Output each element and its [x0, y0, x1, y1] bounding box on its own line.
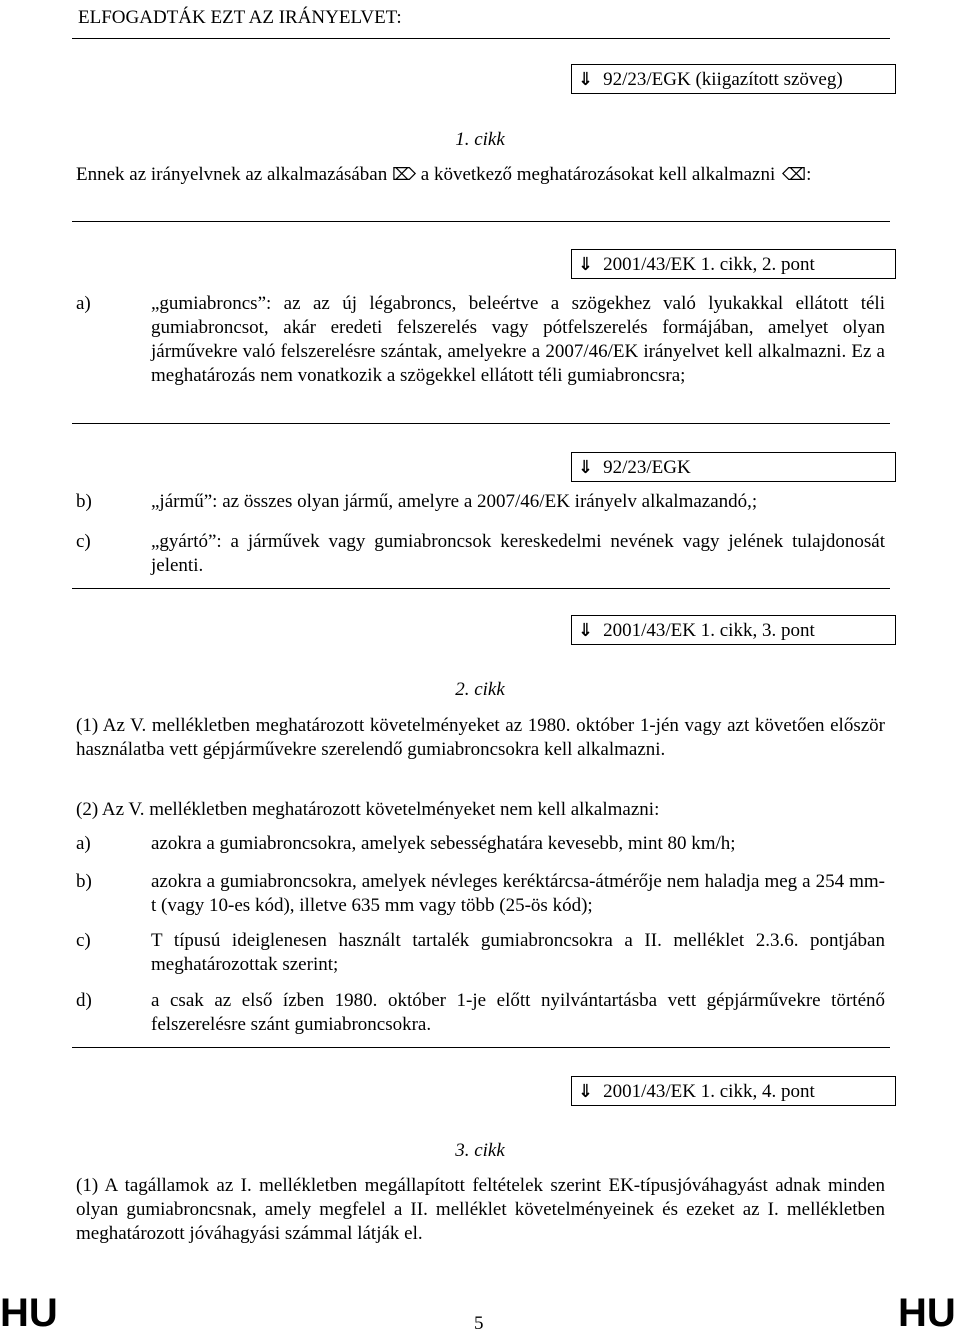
source-reference-box: [571, 452, 896, 482]
down-arrow-icon: ⇓: [578, 1081, 594, 1102]
list-item-label: b): [76, 491, 92, 512]
header-rule: [72, 38, 890, 39]
source-reference-box: [571, 615, 896, 645]
article-intro: [76, 163, 884, 187]
list-item-text: „jármű”: az összes olyan jármű, amelyre a 2007/46/EK irányelv alkalmazandó,;: [151, 491, 758, 512]
article-heading: 3. cikk: [455, 1140, 505, 1161]
footer-language-code-right: HU: [898, 1291, 956, 1335]
article-intro-text: a következő meghatározásokat kell alkalmazni: [420, 164, 776, 185]
list-item-label: c): [76, 531, 91, 552]
down-arrow-icon: ⇓: [578, 69, 594, 90]
list-item-text: azokra a gumiabroncsokra, amelyek sebességhatára kevesebb, mint 80 km/h;: [151, 833, 736, 854]
section-rule: [72, 588, 890, 589]
article-heading: 1. cikk: [455, 129, 505, 150]
paragraph: (2) Az V. mellékletben meghatározott követelményeket nem kell alkalmazni:: [76, 799, 660, 820]
article-heading: 2. cikk: [455, 679, 505, 700]
source-reference-text: 2001/43/EK 1. cikk, 3. pont: [603, 620, 815, 641]
list-item-text: „gyártó”: a járművek vagy gumiabroncsok kereskedelmi nevének vagy jelének tulajdonosát jelenti.: [151, 531, 885, 576]
list-item-label: a): [76, 833, 91, 854]
insert-end-marker-icon: ⌫: [782, 165, 807, 185]
paragraph: (1) A tagállamok az I. mellékletben megállapított feltételek szerint EK-típusjóváhagyást adnak minden olyan gumiabroncsnak, amely megfelel a II. melléklet követelményeinek és ezeket az I. mellékletben meghatározott jóváhagyási számmal látják el.: [76, 1175, 885, 1244]
source-reference-text: 2001/43/EK 1. cikk, 2. pont: [603, 254, 815, 275]
source-reference-box: [571, 64, 896, 94]
list-item-text: „gumiabroncs”: az az új légabroncs, beleértve a szögekhez való lyukakkal ellátott téli gumiabroncsot, akár eredeti felszerelés vagy pótfelszerelés formájában, amelyet olyan járművekre való felszerelésre szántak, amelyekre a 2007/46/EK irányelvet kell alkalmazni. Ez a meghatározás nem vonatkozik a szögekkel ellátott téli gumiabroncsra;: [151, 293, 885, 386]
page-header-title: ELFOGADTÁK EZT AZ IRÁNYELVET:: [78, 7, 402, 28]
section-rule: [72, 221, 890, 222]
paragraph: (1) Az V. mellékletben meghatározott követelményeket az 1980. október 1-jén vagy azt követően először használatba vett gépjárművekre szerelendő gumiabroncsokra kell alkalmazni.: [76, 715, 885, 760]
list-item-label: b): [76, 871, 92, 892]
list-item-text: T típusú ideiglenesen használt tartalék gumiabroncsokra a II. melléklet 2.3.6. pontjában meghatározottak szerint;: [151, 930, 885, 975]
source-reference-box: [571, 249, 896, 279]
list-item-text: a csak az első ízben 1980. október 1-je előtt nyilvántartásba vett gépjárművekre történő felszerelésre szánt gumiabroncsokra.: [151, 990, 885, 1035]
source-reference-box: [571, 1076, 896, 1106]
article-intro-text: Ennek az irányelvnek az alkalmazásában: [76, 164, 388, 185]
insert-start-marker-icon: ⌦: [391, 165, 417, 185]
down-arrow-icon: ⇓: [578, 254, 594, 275]
list-item-label: c): [76, 930, 91, 951]
article-intro-text: :: [806, 164, 812, 185]
footer-language-code-left: HU: [0, 1291, 58, 1335]
page-number: 5: [474, 1313, 484, 1334]
source-reference-text: 92/23/EGK (kiigazított szöveg): [603, 69, 843, 90]
list-item-label: d): [76, 990, 92, 1011]
list-item-text: azokra a gumiabroncsokra, amelyek névleges keréktárcsa-átmérője nem haladja meg a 254 mm-t (vagy 10-es kód), illetve 635 mm vagy több (25-ös kód);: [151, 871, 885, 916]
down-arrow-icon: ⇓: [578, 457, 594, 478]
source-reference-text: 2001/43/EK 1. cikk, 4. pont: [603, 1081, 815, 1102]
down-arrow-icon: ⇓: [578, 620, 594, 641]
source-reference-text: 92/23/EGK: [603, 457, 691, 478]
list-item-label: a): [76, 293, 91, 314]
section-rule: [72, 423, 890, 424]
section-rule: [72, 1047, 890, 1048]
